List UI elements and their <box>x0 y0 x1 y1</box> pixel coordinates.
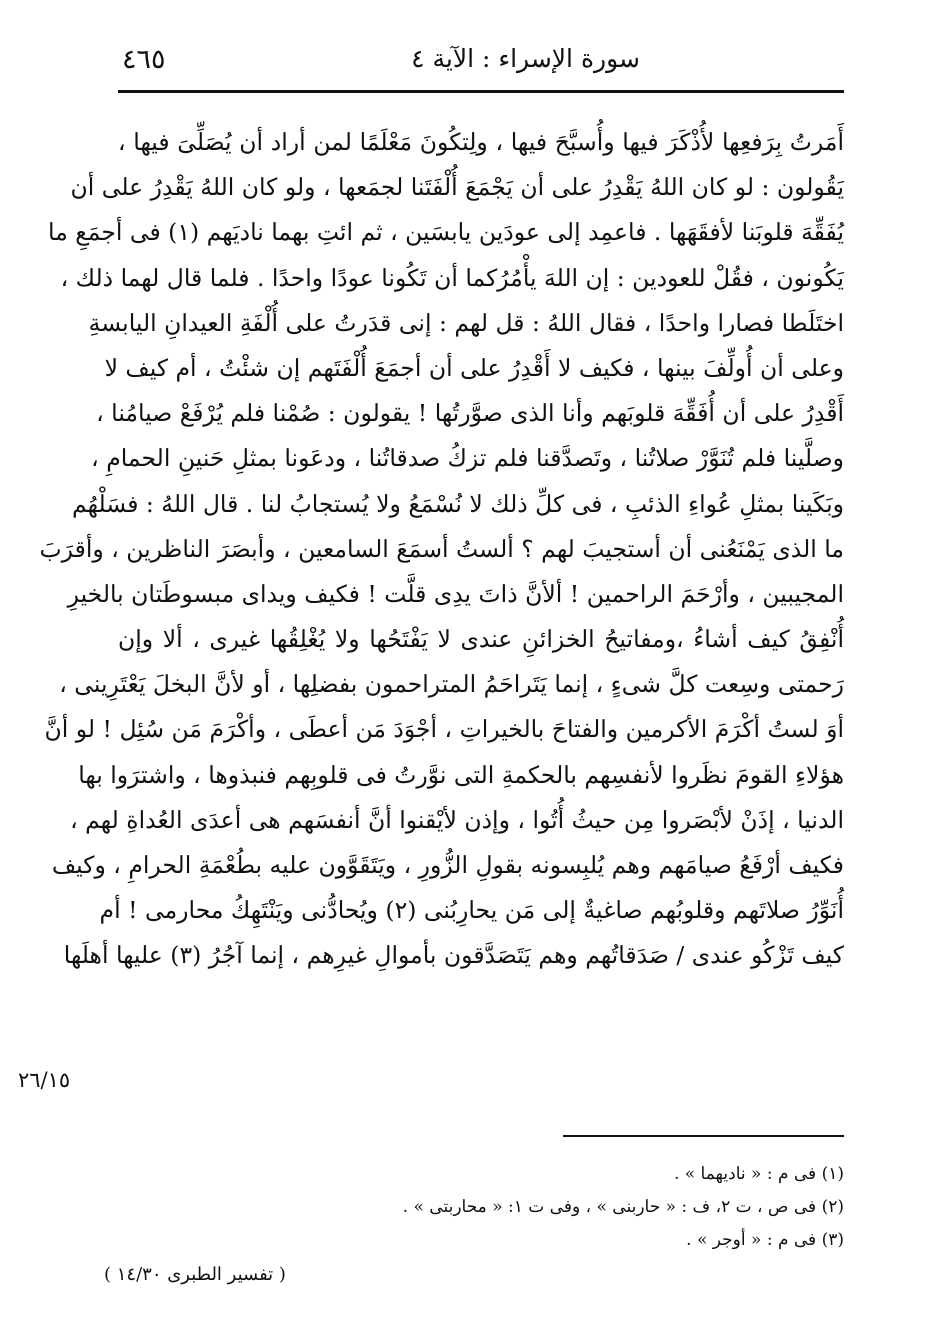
text-line: كيف تَزْكُو عندى / صَدَقاتُهم وهم يَتَصَدَّقون بأموالِ غيرِهم ، إنما آجُرُ (٣) عليها أهلَها <box>63 941 844 970</box>
page-header <box>118 38 844 93</box>
page-number: ٤٦٥ <box>122 44 166 75</box>
source-reference: ( تفسير الطبرى ١٤/٣٠ ) <box>104 1264 286 1285</box>
text-line: اختَلَطا فصارا واحدًا ، فقال اللهُ : قل لهم : إنى قدَرتُ على أُلْفَةِ العيدانِ اليابسةِ <box>88 308 844 337</box>
text-line: وعلى أن أُولِّفَ بينها ، فكيف لا أَقْدِرُ على أن أجمَعَ أُلْفَتَهم إن شئْتُ ، أم كيف لا <box>104 353 844 382</box>
text-line: رَحمتى وسِعت كلَّ شىءٍ ، إنما يَتَراحَمُ المتراحمون بفضلِها ، أو لأنَّ البخلَ يَعْتَرِينى ، <box>59 670 844 699</box>
text-line: ما الذى يَمْنَعُنى أن أستجيبَ لهم ؟ ألستُ أسمَعَ السامعين ، وأبصَرَ الناظرين ، وأقرَبَ <box>39 534 844 563</box>
text-line: فكيف أرْفَعُ صيامَهم وهم يُلبِسونه بقولِ الزُّورِ ، ويَتَقَوَّون عليه بطُعْمَةِ الحرامِ ، وكيف <box>51 851 844 879</box>
text-line: أُنَوِّرُ صلاتَهم وقلوبُهم صاغيةٌ إلى مَن يحارِبُنى (٢) ويُحادُّنى ويَنْتَهِكُ محارمى ! أم <box>99 896 844 925</box>
body-text <box>39 120 844 979</box>
text-line: وبَكَينا بمثلِ عُواءِ الذئبِ ، فى كلِّ ذلك لا نُسْمَعُ ولا يُستجابُ لنا . قال اللهُ : فسَلْهُم <box>71 489 844 518</box>
text-line: أَمَرتُ بِرَفعِها لأُذْكَرَ فيها وأُسبَّحَ فيها ، ولِتكُونَ مَعْلَمًا لمن أراد أن يُصَلِّىَ فيها ، <box>118 128 844 156</box>
text-line: أَقْدِرُ على أن أُفَقِّهَ قلوبَهم وأنا الذى صوَّرتُها ! يقولون : صُمْنا فلم يُرْفَعْ صيامُنا ، <box>96 399 844 428</box>
footnote-separator <box>563 1135 844 1137</box>
footnote: (٢) فى ص ، ت ٢، ف : « حاربنى » ، وفى ت ١: « محاربتى » . <box>402 1197 844 1217</box>
text-line: أُنْفِقُ كيف أشاءُ ،ومفاتيحُ الخزائنِ عندى لا يَفْتَحُها ولا يُغْلِقُها غيرى ، ألا وإن <box>118 625 844 654</box>
text-line: الدنيا ، إذَنْ لأبْصَروا مِن حيثُ أُتُوا ، وإذن لأيْقنوا أنَّ أنفسَهم هى أعدَى العُداةِ لهم ، <box>70 805 844 834</box>
text-line: وصلَّينا فلم تُنَوَّرْ صلاتُنا ، وتَصدَّقنا فلم تزكُ صدقاتُنا ، ودعَونا بمثلِ حَنينِ الحمامِ ، <box>91 444 844 473</box>
text-line: المجيبين ، وأرْحَمَ الراحمين ! ألأنَّ ذاتَ يدِى قلَّت ! فكيف ويداى مبسوطَتان بالخيرِ <box>67 579 844 608</box>
text-line: هؤلاءِ القومَ نظَروا لأنفسِهم بالحكمةِ التى نوَّرتُ فى قلوبِهم فنبذوها ، واشترَوا بها <box>78 760 844 789</box>
text-line: أوَ لستُ أكْرَمَ الأكرمين والفتاحَ بالخيراتِ ، أجْوَدَ مَن أعطَى ، وأكْرَمَ مَن سُئِل ! لو أنَّ <box>44 715 844 744</box>
text-line: يَكُونون ، فقُلْ للعودين : إن اللهَ يأْمُرُكما أن تَكُونا عودًا واحدًا . فلما قال لهما ذلك ، <box>60 263 844 292</box>
margin-reference: ٢٦/١٥ <box>18 1068 71 1092</box>
running-title: سورة الإسراء : الآية ٤ <box>411 44 640 73</box>
footnote: (١) فى م : « ناديهما » . <box>673 1164 844 1184</box>
text-line: يَقُولون : لو كان اللهُ يَقْدِرُ على أن يَجْمَعَ أُلْفَتَنا لجمَعها ، ولو كان اللهُ يَقْدِرُ على أن <box>70 173 844 202</box>
text-line: يُفَقِّهَ قلوبَنا لأفقَهَها . فاعمِد إلى عودَين يابسَين ، ثم ائتِ بهما ناديَهم (١) فى أجمَعِ ما <box>48 218 844 247</box>
footnote: (٣) فى م : « أوجر » . <box>686 1230 844 1250</box>
footnotes <box>118 1158 844 1257</box>
